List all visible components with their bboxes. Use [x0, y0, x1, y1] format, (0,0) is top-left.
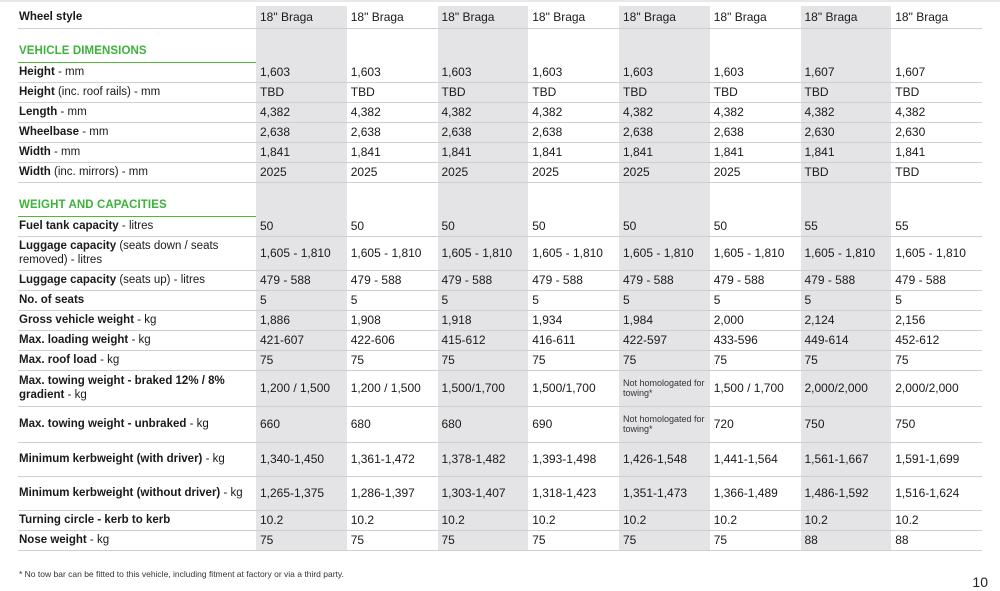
value-cell: 479 - 588 [528, 270, 619, 290]
value-cell: 1,605 - 1,810 [710, 236, 801, 270]
row-label [18, 82, 256, 102]
value-cell: TBD [891, 162, 982, 182]
table-row [18, 370, 982, 406]
table-row [18, 442, 982, 476]
row-label [18, 310, 256, 330]
table-row [18, 82, 982, 102]
value-cell: 1,200 / 1,500 [256, 370, 347, 406]
section-title: WEIGHT AND CAPACITIES [18, 182, 256, 216]
value-cell: 4,382 [710, 102, 801, 122]
value-cell: 1,605 - 1,810 [619, 236, 710, 270]
empty-cell [619, 182, 710, 216]
value-cell: 5 [619, 290, 710, 310]
row-label [18, 270, 256, 290]
value-cell: 1,841 [801, 142, 892, 162]
row-label-bold: Turning circle - kerb to kerb [19, 514, 171, 526]
value-cell: 10.2 [801, 510, 892, 530]
value-cell: 680 [438, 406, 529, 442]
value-cell: 2,000 [710, 310, 801, 330]
value-cell: 1,561-1,667 [801, 442, 892, 476]
value-cell: 4,382 [438, 102, 529, 122]
value-cell: 55 [891, 216, 982, 236]
value-cell: 5 [891, 290, 982, 310]
value-cell: 1,603 [347, 62, 438, 82]
value-cell: 1,605 - 1,810 [528, 236, 619, 270]
row-label [18, 442, 256, 476]
row-label [18, 510, 256, 530]
row-label-unit: - kg [202, 453, 225, 465]
table-row [18, 350, 982, 370]
value-cell: 720 [710, 406, 801, 442]
row-label-unit: (inc. roof rails) - mm [54, 86, 161, 98]
value-cell: 50 [619, 216, 710, 236]
value-cell: 1,361-1,472 [347, 442, 438, 476]
table-row [18, 162, 982, 182]
value-cell: 2,638 [528, 122, 619, 142]
value-cell: TBD [710, 82, 801, 102]
value-cell: 1,351-1,473 [619, 476, 710, 510]
row-label-unit: - mm [57, 106, 87, 118]
value-cell: 1,984 [619, 310, 710, 330]
value-cell: 1,516-1,624 [891, 476, 982, 510]
empty-cell [438, 182, 529, 216]
row-label-bold: Minimum kerbweight (with driver) [19, 453, 203, 465]
value-cell: 1,605 - 1,810 [801, 236, 892, 270]
value-cell: TBD [347, 82, 438, 102]
value-cell: Not homologated for towing* [619, 370, 710, 406]
value-cell: 1,886 [256, 310, 347, 330]
value-cell: 1,441-1,564 [710, 442, 801, 476]
footnote: * No tow bar can be fitted to this vehicle, including fitment at factory or via a third party. [19, 569, 344, 579]
wheel-style-row [18, 6, 982, 28]
value-cell: 10.2 [710, 510, 801, 530]
value-cell: 2,630 [891, 122, 982, 142]
row-label-bold: Wheelbase [19, 126, 80, 138]
row-label [18, 122, 256, 142]
value-cell: 75 [801, 350, 892, 370]
row-label-bold: Max. towing weight - unbraked [19, 418, 187, 430]
empty-cell [347, 182, 438, 216]
value-cell: 1,841 [528, 142, 619, 162]
row-label-unit: - litres [118, 220, 154, 232]
value-cell: 2,638 [710, 122, 801, 142]
row-label [18, 370, 256, 406]
spec-table [18, 6, 982, 551]
value-cell: TBD [891, 82, 982, 102]
value-cell: TBD [528, 82, 619, 102]
value-cell: 75 [891, 350, 982, 370]
top-divider [0, 0, 1000, 2]
row-label-bold: Height [19, 66, 55, 78]
value-cell: 2,000/2,000 [801, 370, 892, 406]
table-row [18, 330, 982, 350]
row-label-bold: Luggage capacity [19, 240, 117, 252]
value-cell: 479 - 588 [256, 270, 347, 290]
row-label-bold: Wheel style [19, 10, 83, 23]
value-cell: 18" Braga [347, 6, 438, 28]
row-label [18, 142, 256, 162]
row-label [18, 290, 256, 310]
row-label-unit: - mm [50, 146, 81, 158]
value-cell: 75 [347, 530, 438, 550]
value-cell: 1,841 [256, 142, 347, 162]
value-cell: 1,340-1,450 [256, 442, 347, 476]
value-cell: 1,318-1,423 [528, 476, 619, 510]
value-cell: 433-596 [710, 330, 801, 350]
value-cell: 10.2 [891, 510, 982, 530]
row-label [18, 162, 256, 182]
value-cell: 1,607 [891, 62, 982, 82]
value-cell: 18" Braga [438, 6, 529, 28]
row-label-unit: - kg [96, 354, 120, 366]
value-cell: 421-607 [256, 330, 347, 350]
row-label [18, 62, 256, 82]
value-cell: 2025 [256, 162, 347, 182]
value-cell: 1,591-1,699 [891, 442, 982, 476]
value-cell: 479 - 588 [710, 270, 801, 290]
value-cell: 4,382 [801, 102, 892, 122]
row-label [18, 102, 256, 122]
value-cell: 1,265-1,375 [256, 476, 347, 510]
empty-cell [256, 28, 347, 62]
value-cell: 2025 [347, 162, 438, 182]
row-label-unit: - kg [220, 487, 243, 499]
value-cell: 1,366-1,489 [710, 476, 801, 510]
value-cell: 10.2 [347, 510, 438, 530]
value-cell: 55 [801, 216, 892, 236]
value-cell: 1,426-1,548 [619, 442, 710, 476]
value-cell: 1,603 [256, 62, 347, 82]
value-cell: 449-614 [801, 330, 892, 350]
empty-cell [619, 28, 710, 62]
value-cell: 1,378-1,482 [438, 442, 529, 476]
value-cell: 1,605 - 1,810 [891, 236, 982, 270]
value-cell: 18" Braga [619, 6, 710, 28]
value-cell: 1,500 / 1,700 [710, 370, 801, 406]
value-cell: 2025 [528, 162, 619, 182]
value-cell: 5 [347, 290, 438, 310]
value-cell: 479 - 588 [801, 270, 892, 290]
row-label-unit: - mm [79, 126, 109, 138]
row-label-bold: Nose weight [19, 534, 87, 546]
value-cell: 88 [891, 530, 982, 550]
row-label-unit: - mm [54, 66, 85, 78]
row-label-unit: - kg [186, 418, 209, 430]
row-label-bold: Length [19, 106, 58, 118]
value-cell: 75 [438, 350, 529, 370]
value-cell: 75 [619, 530, 710, 550]
table-row [18, 476, 982, 510]
value-cell: 1,603 [710, 62, 801, 82]
value-cell: 1,841 [891, 142, 982, 162]
value-cell: 1,603 [438, 62, 529, 82]
empty-cell [256, 182, 347, 216]
row-label-bold: Height [19, 86, 55, 98]
value-cell: TBD [438, 82, 529, 102]
value-cell: TBD [619, 82, 710, 102]
value-cell: 1,286-1,397 [347, 476, 438, 510]
section-header-row [18, 28, 982, 62]
value-cell: 1,603 [619, 62, 710, 82]
section-header-row [18, 182, 982, 216]
value-cell: 479 - 588 [347, 270, 438, 290]
value-cell: 1,934 [528, 310, 619, 330]
value-cell: 1,841 [619, 142, 710, 162]
table-row [18, 406, 982, 442]
empty-cell [801, 28, 892, 62]
row-label [18, 406, 256, 442]
empty-cell [891, 182, 982, 216]
value-cell: 75 [710, 350, 801, 370]
value-cell: 50 [528, 216, 619, 236]
row-label-unit: (inc. mirrors) - mm [50, 166, 148, 178]
value-cell: 18" Braga [801, 6, 892, 28]
value-cell: 1,603 [528, 62, 619, 82]
table-row [18, 510, 982, 530]
value-cell: 680 [347, 406, 438, 442]
value-cell: TBD [801, 162, 892, 182]
value-cell: 75 [256, 530, 347, 550]
table-row [18, 236, 982, 270]
row-label-bold: Max. towing weight - braked 12% / 8% gradient [19, 375, 225, 401]
row-label-unit: - kg [128, 334, 151, 346]
value-cell: 1,486-1,592 [801, 476, 892, 510]
section-title: VEHICLE DIMENSIONS [18, 28, 256, 62]
value-cell: 416-611 [528, 330, 619, 350]
value-cell: 5 [710, 290, 801, 310]
value-cell: 1,841 [438, 142, 529, 162]
table-row [18, 216, 982, 236]
value-cell: 18" Braga [891, 6, 982, 28]
empty-cell [891, 28, 982, 62]
value-cell: 75 [528, 530, 619, 550]
value-cell: 4,382 [619, 102, 710, 122]
value-cell: TBD [801, 82, 892, 102]
value-cell: 5 [528, 290, 619, 310]
value-cell: Not homologated for towing* [619, 406, 710, 442]
table-row [18, 310, 982, 330]
value-cell: 1,908 [347, 310, 438, 330]
row-label [18, 236, 256, 270]
value-cell: 4,382 [347, 102, 438, 122]
value-cell: 1,605 - 1,810 [347, 236, 438, 270]
empty-cell [528, 182, 619, 216]
value-cell: 75 [438, 530, 529, 550]
value-cell: 10.2 [256, 510, 347, 530]
value-cell: 50 [438, 216, 529, 236]
value-cell: 415-612 [438, 330, 529, 350]
row-label-bold: Width [19, 146, 51, 158]
value-cell: 2025 [438, 162, 529, 182]
value-cell: 1,605 - 1,810 [256, 236, 347, 270]
value-cell: 5 [801, 290, 892, 310]
value-cell: 1,393-1,498 [528, 442, 619, 476]
value-cell: 10.2 [528, 510, 619, 530]
value-cell: 2025 [619, 162, 710, 182]
table-row [18, 142, 982, 162]
value-cell: 1,500/1,700 [438, 370, 529, 406]
value-cell: 5 [256, 290, 347, 310]
row-label-bold: Max. roof load [19, 354, 97, 366]
row-label [18, 330, 256, 350]
row-label-bold: Width [19, 166, 51, 178]
empty-cell [528, 28, 619, 62]
row-label-unit: - kg [86, 534, 110, 546]
value-cell: 10.2 [619, 510, 710, 530]
value-cell: 2,630 [801, 122, 892, 142]
row-label-unit: (seats down / seats removed) - litres [19, 240, 219, 266]
row-label [18, 350, 256, 370]
row-label [18, 6, 256, 28]
value-cell: 1,605 - 1,810 [438, 236, 529, 270]
row-label [18, 216, 256, 236]
empty-cell [801, 182, 892, 216]
page-number: 10 [972, 574, 988, 590]
value-cell: 4,382 [891, 102, 982, 122]
row-label-bold: Minimum kerbweight (without driver) [19, 487, 221, 499]
value-cell: 75 [710, 530, 801, 550]
value-cell: 2,638 [619, 122, 710, 142]
value-cell: 479 - 588 [619, 270, 710, 290]
table-row [18, 102, 982, 122]
value-cell: 50 [347, 216, 438, 236]
value-cell: 1,841 [710, 142, 801, 162]
value-cell: 4,382 [256, 102, 347, 122]
value-cell: 2,000/2,000 [891, 370, 982, 406]
value-cell: 422-606 [347, 330, 438, 350]
value-cell: 1,918 [438, 310, 529, 330]
value-cell: 75 [528, 350, 619, 370]
value-cell: TBD [256, 82, 347, 102]
empty-cell [438, 28, 529, 62]
value-cell: 18" Braga [710, 6, 801, 28]
value-cell: 2,638 [256, 122, 347, 142]
value-cell: 2025 [710, 162, 801, 182]
value-cell: 5 [438, 290, 529, 310]
empty-cell [710, 182, 801, 216]
value-cell: 2,638 [347, 122, 438, 142]
empty-cell [710, 28, 801, 62]
row-label-bold: Luggage capacity [19, 274, 117, 286]
value-cell: 75 [347, 350, 438, 370]
row-label-bold: Fuel tank capacity [19, 220, 119, 232]
table-row [18, 530, 982, 550]
value-cell: 75 [619, 350, 710, 370]
value-cell: 690 [528, 406, 619, 442]
value-cell: 479 - 588 [891, 270, 982, 290]
value-cell: 18" Braga [256, 6, 347, 28]
row-label-bold: Gross vehicle weight [19, 314, 135, 326]
value-cell: 422-597 [619, 330, 710, 350]
row-label-unit: (seats up) - litres [116, 274, 205, 286]
value-cell: 479 - 588 [438, 270, 529, 290]
value-cell: 75 [256, 350, 347, 370]
value-cell: 2,156 [891, 310, 982, 330]
table-row [18, 270, 982, 290]
value-cell: 50 [710, 216, 801, 236]
row-label [18, 476, 256, 510]
value-cell: 50 [256, 216, 347, 236]
value-cell: 750 [801, 406, 892, 442]
value-cell: 4,382 [528, 102, 619, 122]
value-cell: 2,124 [801, 310, 892, 330]
value-cell: 1,200 / 1,500 [347, 370, 438, 406]
row-label-bold: Max. loading weight [19, 334, 129, 346]
row-label-unit: - kg [64, 389, 87, 401]
value-cell: 750 [891, 406, 982, 442]
value-cell: 2,638 [438, 122, 529, 142]
value-cell: 1,303-1,407 [438, 476, 529, 510]
table-row [18, 122, 982, 142]
value-cell: 1,500/1,700 [528, 370, 619, 406]
value-cell: 1,607 [801, 62, 892, 82]
value-cell: 1,841 [347, 142, 438, 162]
row-label [18, 530, 256, 550]
empty-cell [347, 28, 438, 62]
value-cell: 660 [256, 406, 347, 442]
table-row [18, 290, 982, 310]
value-cell: 18" Braga [528, 6, 619, 28]
value-cell: 452-612 [891, 330, 982, 350]
row-label-bold: No. of seats [19, 294, 85, 306]
table-row [18, 62, 982, 82]
value-cell: 88 [801, 530, 892, 550]
row-label-unit: - kg [134, 314, 157, 326]
value-cell: 10.2 [438, 510, 529, 530]
